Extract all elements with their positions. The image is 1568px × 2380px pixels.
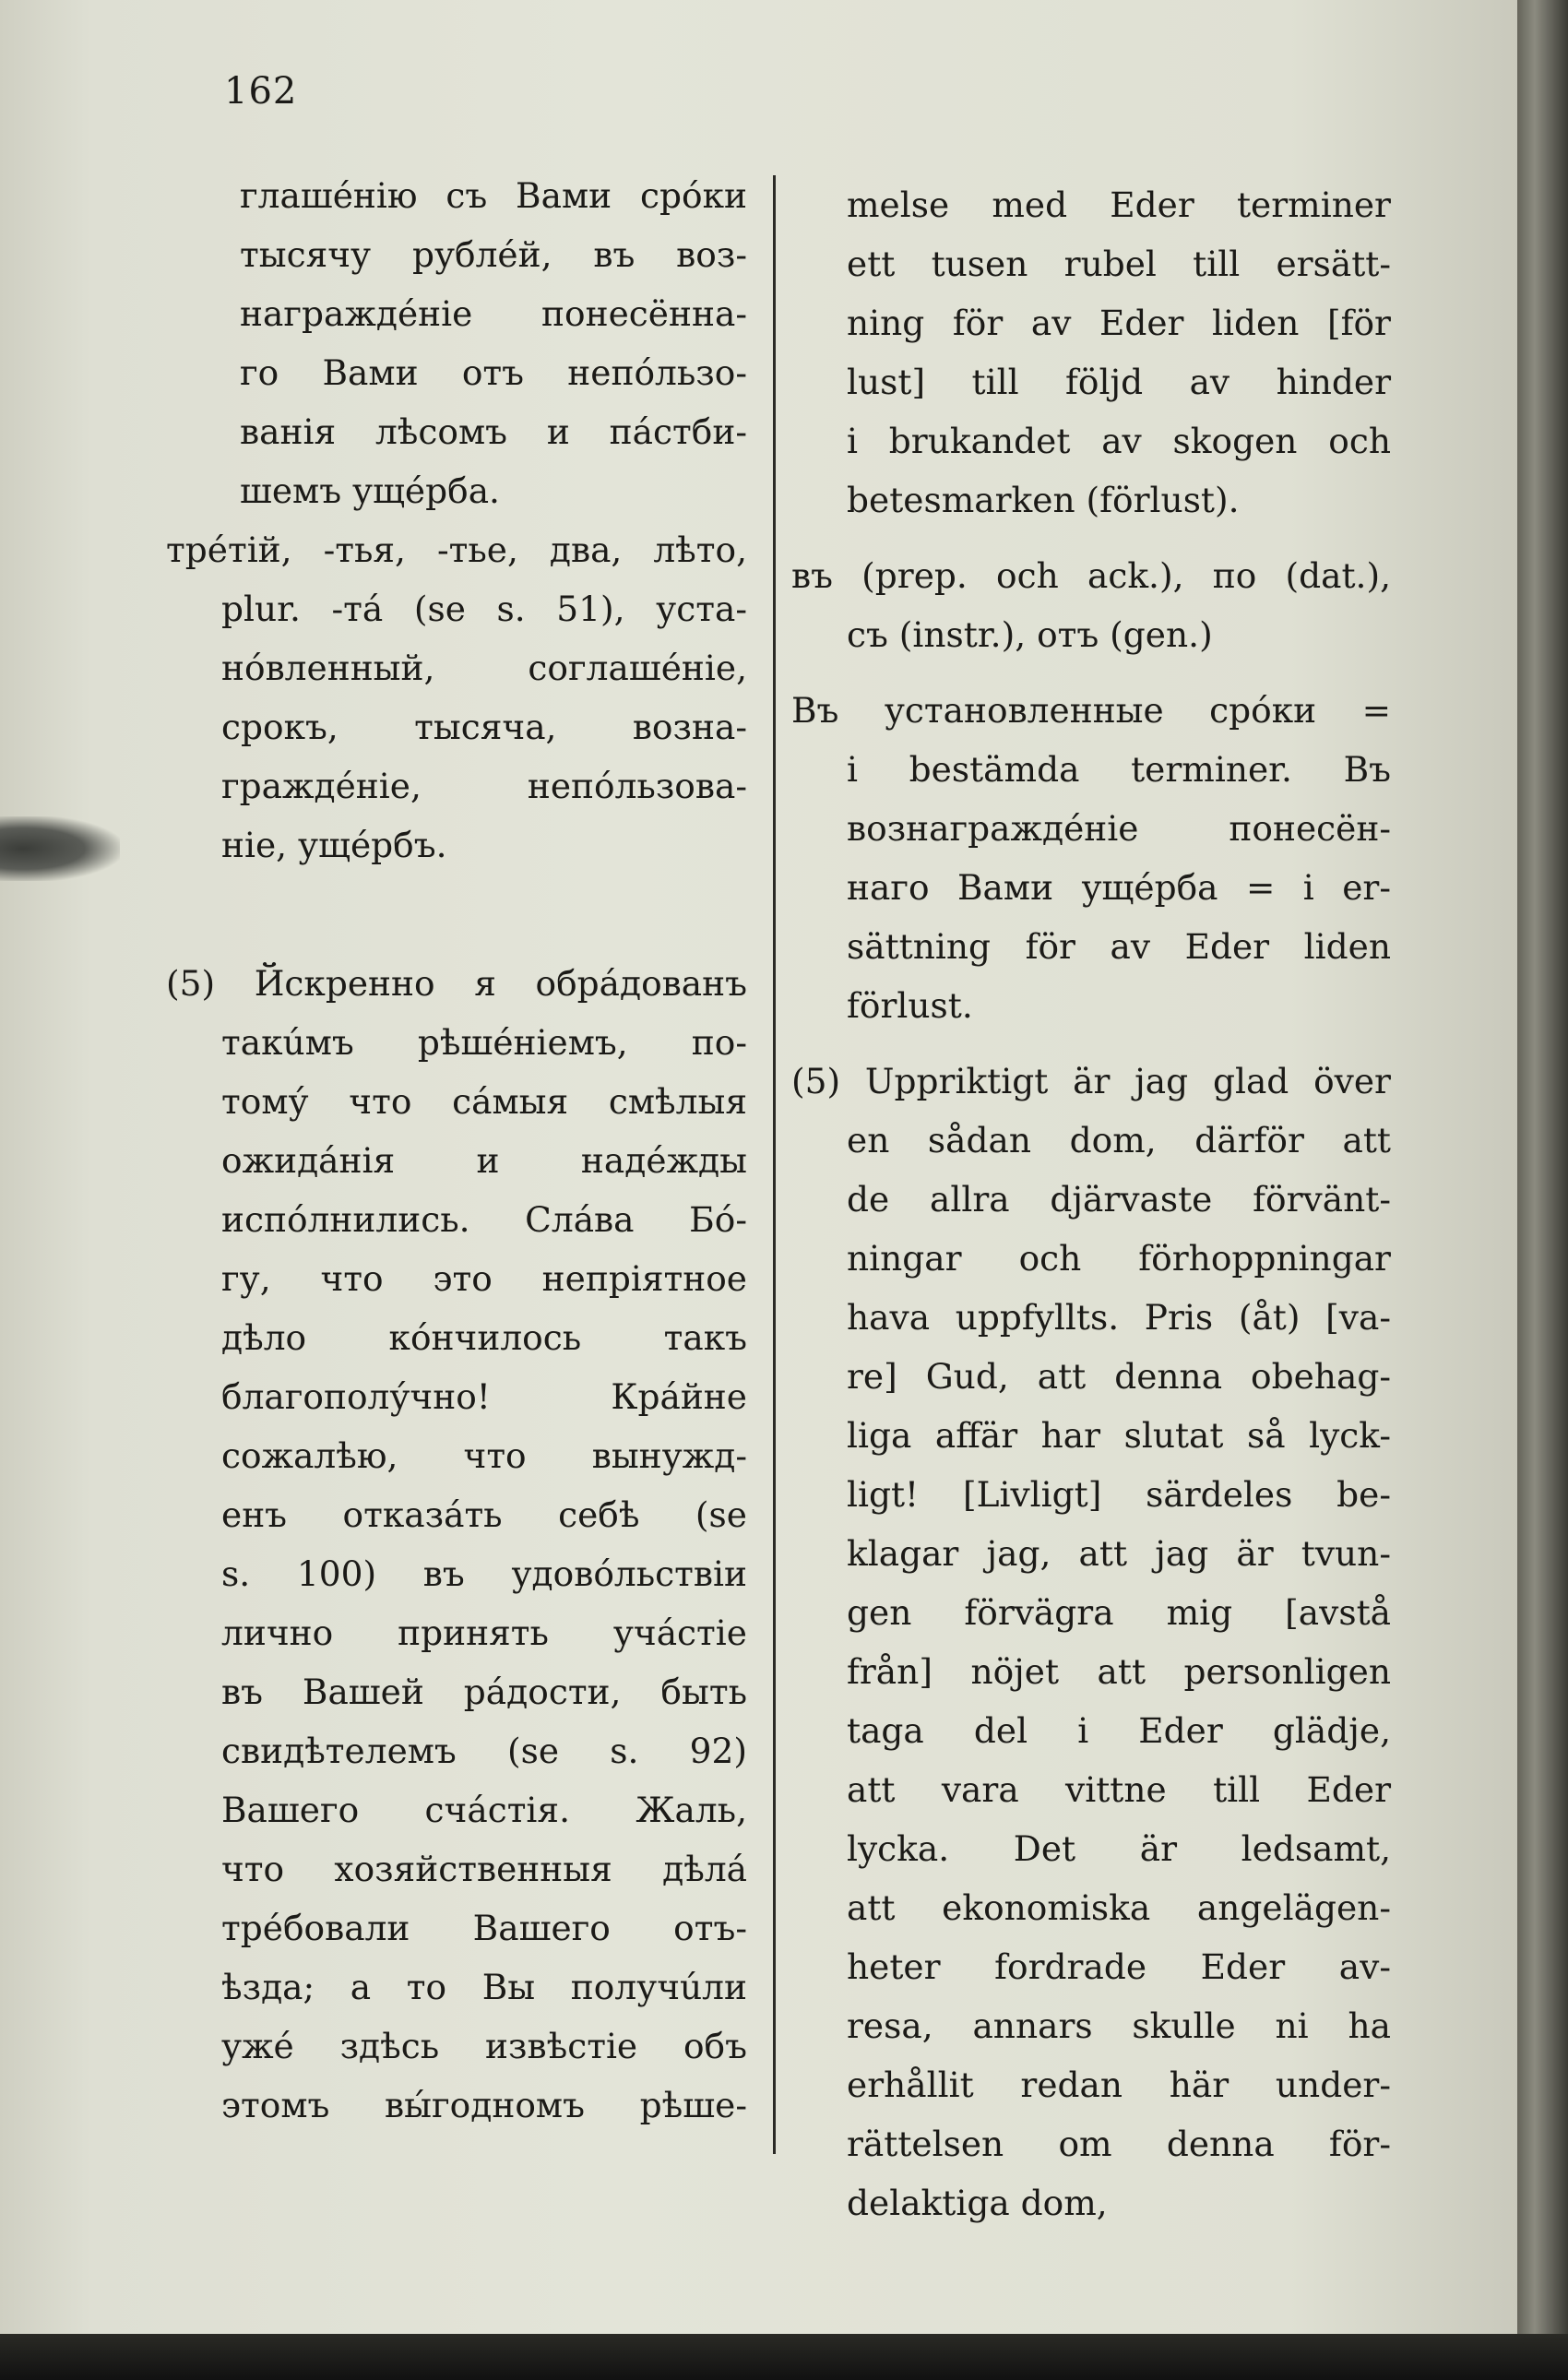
- text-line: att vara vittne till Eder: [847, 1769, 1391, 1810]
- left-block-1: [166, 166, 747, 520]
- text-line: вознаграждéніе понесён-: [847, 808, 1391, 849]
- text-line: гу, что это непріятное: [221, 1258, 747, 1299]
- text-line: sättning för av Eder liden: [847, 926, 1391, 967]
- page-number: 162: [224, 70, 298, 113]
- left-block-2: [166, 520, 747, 875]
- text-line: сожалѣю, что вынужд-: [221, 1435, 747, 1476]
- text-line: дѣло кóнчилось такъ: [221, 1317, 747, 1358]
- text-line: въ Вашей рáдости, быть: [221, 1672, 747, 1712]
- text-line: го Вами отъ непóльзо-: [240, 352, 747, 393]
- text-line: (5) Uppriktigt är jag glad över: [791, 1061, 1391, 1101]
- text-line: этомъ вы́годномъ рѣше-: [221, 2085, 747, 2125]
- text-line: s. 100) въ удовóльствіи: [221, 1553, 747, 1594]
- text-line: taga del i Eder glädje,: [847, 1710, 1391, 1751]
- right-block-3: [791, 681, 1391, 1035]
- text-line: Въ установленные срóки =: [791, 690, 1391, 731]
- text-line: срокъ, тысяча, возна-: [221, 707, 747, 747]
- text-line: betesmarken (förlust).: [847, 480, 1240, 520]
- text-line: ожидáнія и надéжды: [221, 1140, 747, 1181]
- spacer: [791, 1035, 1391, 1052]
- spacer: [791, 530, 1391, 546]
- text-line: lust] till följd av hinder: [847, 362, 1391, 402]
- text-line: наго Вами ущéрба = i er-: [847, 867, 1391, 908]
- text-line: från] nöjet att personligen: [847, 1651, 1391, 1692]
- text-line: граждéніе, непóльзова-: [221, 766, 747, 806]
- text-line: de allra djärvaste förvänt-: [847, 1179, 1391, 1220]
- right-block-2: [791, 546, 1391, 664]
- text-line: въ (prep. och ack.), по (dat.),: [791, 555, 1391, 596]
- text-line: трéтій, -тья, -тье, два, лѣто,: [166, 530, 747, 570]
- text-line: liga affär har slutat så lyck-: [847, 1415, 1391, 1456]
- spacer: [791, 664, 1391, 681]
- text-line: свидѣтелемъ (se s. 92): [221, 1731, 747, 1771]
- text-line: ѣзда; а то Вы получúли: [221, 1967, 747, 2007]
- text-line: i bestämda terminer. Въ: [847, 749, 1391, 790]
- text-line: глашéнію съ Вами срóки: [240, 175, 747, 216]
- text-line: gen förvägra mig [avstå: [847, 1592, 1391, 1633]
- right-block-4: [791, 1052, 1391, 2232]
- text-line: att ekonomiska angelägen-: [847, 1887, 1391, 1928]
- text-line: (5) Йскренно я обрáдованъ: [166, 963, 747, 1004]
- text-line: förlust.: [847, 985, 973, 1026]
- text-line: шемъ ущéрба.: [240, 470, 500, 511]
- text-line: ніе, ущéрбъ.: [221, 825, 447, 865]
- text-line: rättelsen om denna för-: [847, 2124, 1391, 2164]
- column-divider: [773, 175, 776, 2154]
- text-line: klagar jag, att jag är tvun-: [847, 1533, 1391, 1574]
- text-line: испóлнились. Слáва Бó-: [221, 1199, 747, 1240]
- text-line: ligt! [Livligt] särdeles be-: [847, 1474, 1391, 1515]
- text-line: енъ отказáть себѣ (se: [221, 1494, 747, 1535]
- right-block-1: [791, 175, 1391, 530]
- text-line: тому́ что сáмыя смѣлыя: [221, 1081, 747, 1122]
- text-line: re] Gud, att denna obehag-: [847, 1356, 1391, 1397]
- text-line: ванія лѣсомъ и пáстби-: [240, 411, 747, 452]
- text-line: lycka. Det är ledsamt,: [847, 1828, 1391, 1869]
- text-line: erhållit redan här under-: [847, 2065, 1391, 2105]
- left-column: [166, 166, 747, 2135]
- text-line: награждéніе понесённа-: [240, 293, 747, 334]
- text-line: plur. -тá (se s. 51), уста-: [221, 589, 747, 629]
- spacer: [166, 875, 747, 954]
- right-column: [791, 175, 1391, 2232]
- text-line: лично принять учáстіе: [221, 1612, 747, 1653]
- text-line: ningar och förhoppningar: [847, 1238, 1391, 1279]
- text-line: hava uppfyllts. Pris (åt) [va-: [847, 1297, 1391, 1338]
- text-line: ужé здѣсь извѣстіе объ: [221, 2026, 747, 2066]
- text-line: i brukandet av skogen och: [847, 421, 1391, 461]
- text-line: delaktiga dom,: [847, 2183, 1108, 2223]
- book-spine: [1513, 0, 1568, 2380]
- text-line: съ (instr.), отъ (gen.): [847, 614, 1213, 655]
- text-line: heter fordrade Eder av-: [847, 1946, 1391, 1987]
- text-line: melse med Eder terminer: [847, 184, 1391, 225]
- text-line: Вашего счáстія. Жаль,: [221, 1790, 747, 1830]
- text-line: благополу́чно! Крáйне: [221, 1376, 747, 1417]
- text-line: трéбовали Вашего отъ-: [221, 1908, 747, 1948]
- text-line: en sådan dom, därför att: [847, 1120, 1391, 1160]
- page-marker: [0, 816, 120, 881]
- text-line: resa, annars skulle ni ha: [847, 2005, 1391, 2046]
- text-line: что хозяйственныя дѣлá: [221, 1849, 747, 1889]
- left-block-3: [166, 954, 747, 2135]
- text-line: такúмъ рѣшéніемъ, по-: [221, 1022, 747, 1063]
- text-line: ning för av Eder liden [för: [847, 303, 1391, 343]
- page-bottom-edge: [0, 2334, 1568, 2380]
- text-line: нóвленный, соглашéніе,: [221, 648, 747, 688]
- text-line: тысячу рублéй, въ воз-: [240, 234, 747, 275]
- text-line: ett tusen rubel till ersätt-: [847, 244, 1391, 284]
